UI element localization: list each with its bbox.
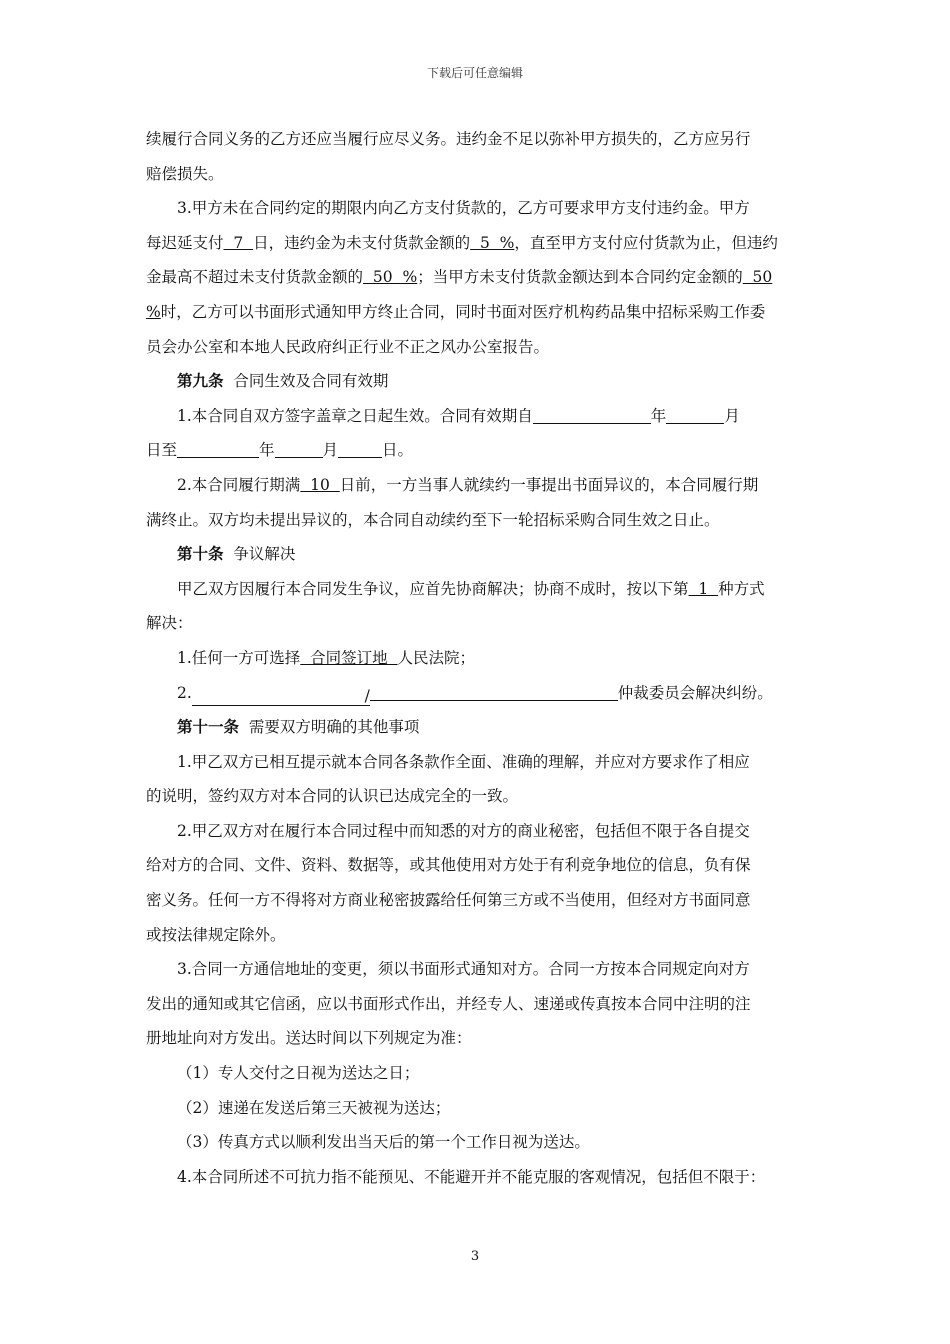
paragraph-line: 的说明，签约双方对本合同的认识已达成完全的一致。 <box>146 787 519 806</box>
filled-days: 10 <box>300 475 340 494</box>
text: 人民法院； <box>397 648 476 667</box>
paragraph-line: 密义务。任何一方不得将对方商业秘密披露给任何第三方或不当使用，但经对方书面同意 <box>146 891 751 910</box>
article-number: 第十条 <box>177 544 224 564</box>
text: 日前，一方当事人就续约一事提出书面异议的，本合同履行期 <box>339 475 759 494</box>
text: 年 <box>650 406 667 425</box>
article-heading <box>146 710 816 745</box>
paragraph-line: 满终止。双方均未提出异议的，本合同自动续约至下一轮招标采购合同生效之日止。 <box>146 510 720 529</box>
filled-percent: 50 % <box>363 268 418 287</box>
article-title: 争议解决 <box>233 545 296 564</box>
text: 1.任何一方可选择 <box>177 648 301 667</box>
paragraph-line: 3.甲方未在合同约定的期限内向乙方支付货款的，乙方可要求甲方支付违约金。甲方 <box>177 199 750 218</box>
article-title: 需要双方明确的其他事项 <box>248 718 420 737</box>
text: 甲乙双方因履行本合同发生争议，应首先协商解决；协商不成时，按以下第 <box>177 579 689 598</box>
article-number: 第九条 <box>177 371 224 391</box>
text: 仲裁委员会解决纠纷。 <box>617 683 773 702</box>
paragraph-line <box>146 226 816 261</box>
list-item: （2）速递在发送后第三天被视为送达； <box>177 1098 451 1117</box>
text: ；当甲方未支付货款金额达到本合同约定金额的 <box>417 268 743 287</box>
paragraph-line <box>146 572 816 607</box>
text: 金最高不超过未支付货款金额的 <box>146 268 364 287</box>
blank-field <box>533 406 651 424</box>
paragraph-line: 1.甲乙双方已相互提示就本合同各条款作全面、准确的理解，并应对方要求作了相应 <box>177 752 750 771</box>
text: 月 <box>724 406 740 425</box>
text: 时，乙方可以书面形式通知甲方终止合同，同时书面对医疗机构药品集中招标采购工作委 <box>160 302 766 321</box>
paragraph-line <box>146 260 816 295</box>
text: 月 <box>322 441 339 460</box>
paragraph-line: 给对方的合同、文件、资料、数据等，或其他使用对方处于有利竞争地位的信息，负有保 <box>146 856 751 875</box>
filled-days: 7 <box>223 233 254 252</box>
text: 日。 <box>382 441 414 460</box>
article-number: 第十一条 <box>177 717 240 737</box>
filled-percent: 5 % <box>470 233 515 252</box>
text: 1.本合同自双方签字盖章之日起生效。合同有效期自 <box>177 406 533 425</box>
filled-percent-symbol: % <box>146 302 161 321</box>
blank-field <box>370 683 618 701</box>
blank-field <box>192 688 370 706</box>
text: 2. <box>177 683 192 702</box>
paragraph-line: 3.合同一方通信地址的变更，须以书面形式通知对方。合同一方按本合同规定向对方 <box>177 960 750 979</box>
filled-court: 合同签订地 <box>300 648 398 667</box>
paragraph-line: 册地址向对方发出。送达时间以下列规定为准： <box>146 1029 472 1048</box>
text: 日至 <box>146 441 178 460</box>
text: 年 <box>259 441 275 460</box>
filled-percent: 50 <box>742 268 773 287</box>
paragraph-line <box>146 295 816 330</box>
document-body <box>146 122 816 1194</box>
text: ，直至甲方支付应付货款为止，但违约 <box>514 233 778 252</box>
paragraph-line <box>146 676 816 711</box>
text: 2.本合同履行期满 <box>177 475 301 494</box>
list-item: （1）专人交付之日视为送达之日； <box>177 1064 420 1083</box>
blank-field <box>666 406 724 424</box>
text: 每迟延支付 <box>146 233 224 252</box>
article-heading <box>146 364 816 399</box>
page-header: 下载后可任意编辑 <box>426 66 523 80</box>
paragraph-line: 发出的通知或其它信函，应以书面形式作出，并经专人、速递或传真按本合同中注明的注 <box>146 994 751 1013</box>
paragraph-line: 赔偿损失。 <box>146 164 224 183</box>
paragraph-line <box>146 399 816 434</box>
paragraph-line: 解决： <box>146 614 193 633</box>
paragraph-line: 或按法律规定除外。 <box>146 925 286 944</box>
paragraph-line <box>146 641 816 676</box>
paragraph-line <box>146 433 816 468</box>
blank-field <box>177 440 259 458</box>
paragraph-line: 员会办公室和本地人民政府纠正行业不正之风办公室报告。 <box>146 337 550 356</box>
page-number: 3 <box>470 1249 480 1264</box>
text: 种方式 <box>718 579 765 598</box>
paragraph-line: 续履行合同义务的乙方还应当履行应尽义务。违约金不足以弥补甲方损失的，乙方应另行 <box>146 130 751 148</box>
article-title: 合同生效及合同有效期 <box>233 372 389 391</box>
filled-option: 1 <box>688 579 719 598</box>
article-heading <box>146 537 816 572</box>
paragraph-line <box>146 468 816 503</box>
blank-field <box>275 440 323 458</box>
paragraph-line: 2.甲乙双方对在履行本合同过程中而知悉的对方的商业秘密，包括但不限于各自提交 <box>177 821 750 840</box>
paragraph-line: 4.本合同所述不可抗力指不能预见、不能避开并不能克服的客观情况，包括但不限于： <box>177 1167 766 1186</box>
blank-field <box>338 440 382 458</box>
list-item: （3）传真方式以顺利发出当天后的第一个工作日视为送达。 <box>177 1133 590 1152</box>
text: 日，违约金为未支付货款金额的 <box>253 233 471 252</box>
slash-mark: / <box>364 686 370 705</box>
